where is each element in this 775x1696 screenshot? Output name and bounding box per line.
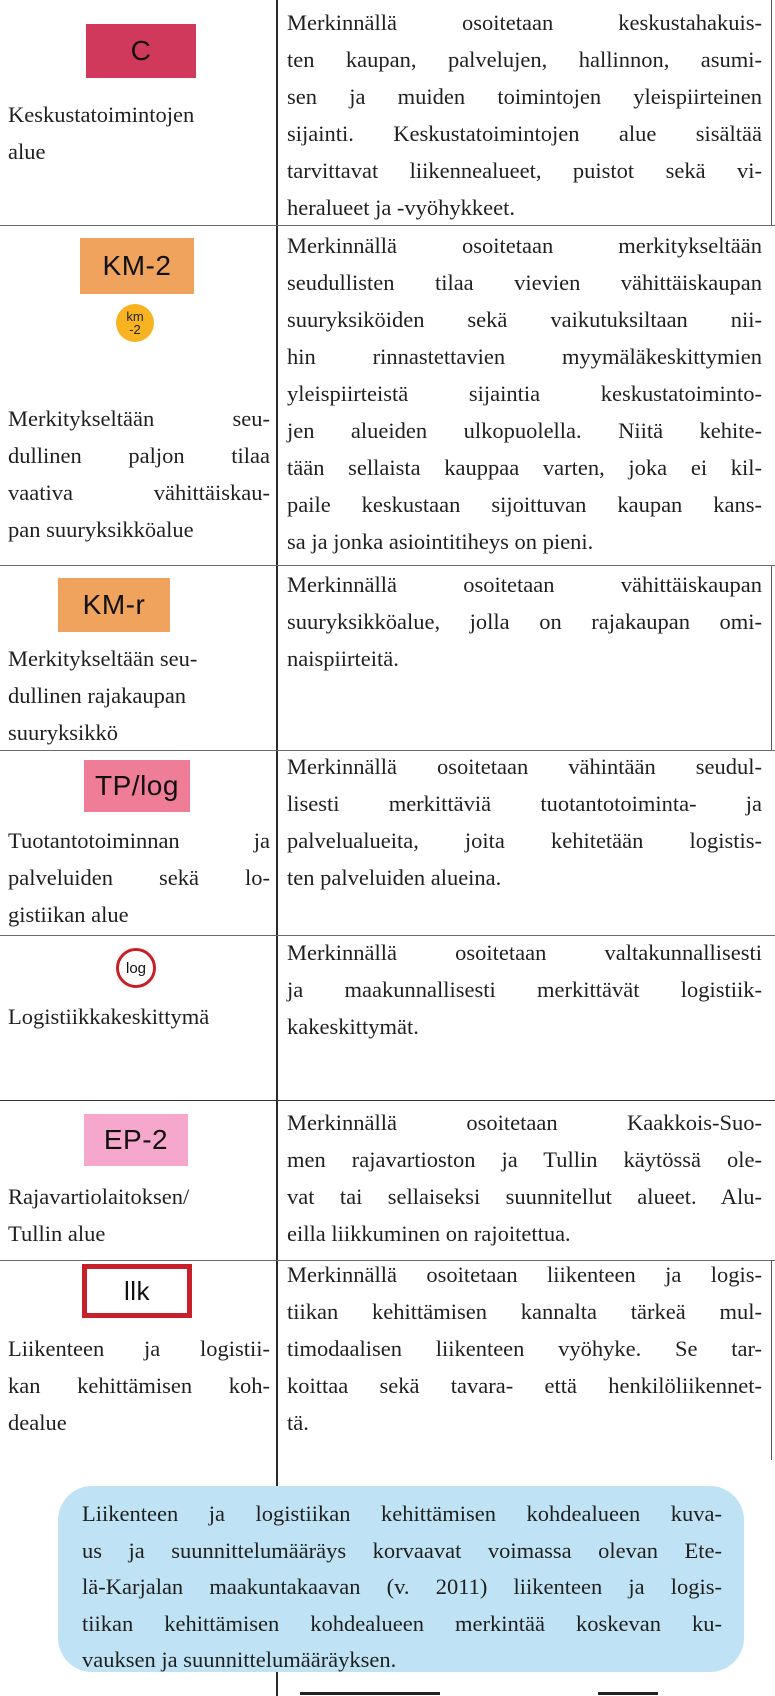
- symbol-km-2: [80, 238, 194, 294]
- next-row-fragment: [598, 1692, 658, 1695]
- note-line: tiikan kehittämisen kohdealueen merkintää koskevan ku-: [82, 1610, 722, 1636]
- row-label: [8, 400, 270, 548]
- symbol-c: [86, 24, 196, 78]
- row-label: [8, 640, 270, 751]
- desc-line: tään sellaista kauppaa varten, joka ei kil-: [287, 455, 762, 480]
- desc-line: ten kaupan, palvelujen, hallinnon, asumi-: [287, 47, 762, 72]
- note-line: Liikenteen ja logistiikan kehittämisen kohdealueen kuva-: [82, 1501, 722, 1526]
- desc-line: ten palveluiden alueina.: [287, 865, 502, 890]
- desc-line: lisesti merkittäviä tuotantotoiminta- ja: [287, 791, 762, 816]
- log-icon: [116, 948, 156, 988]
- desc-line: tiikan kehittämisen kannalta tärkeä mul-: [287, 1299, 762, 1324]
- label-line: Tuotantotoiminnan ja: [8, 828, 270, 853]
- desc-line: suuryksikköalue, jolla on rajakaupan omi-: [287, 609, 762, 634]
- row-divider: [0, 1100, 775, 1101]
- label-line: vaativa vähittäiskau-: [8, 480, 270, 505]
- desc-line: kakeskittymät.: [287, 1014, 419, 1039]
- desc-line: Merkinnällä osoitetaan merkitykseltään: [287, 233, 762, 258]
- desc-line: Merkinnällä osoitetaan liikenteen ja logis-: [287, 1262, 762, 1287]
- label-line: Liikenteen ja logistii-: [8, 1336, 270, 1361]
- symbol-llk: [82, 1264, 192, 1318]
- label-line: Tullin alue: [8, 1221, 106, 1246]
- symbol-km-r: [58, 578, 170, 632]
- label-line: palveluiden sekä lo-: [8, 865, 270, 890]
- label-line: alue: [8, 139, 46, 164]
- desc-line: suuryksiköiden sekä vaikutuksiltaan nii-: [287, 307, 762, 332]
- label-line: dealue: [8, 1410, 67, 1435]
- label-line: dullinen rajakaupan: [8, 683, 187, 708]
- symbol-label: TP/log: [95, 770, 179, 801]
- row-description: [287, 4, 762, 226]
- row-label: [8, 96, 270, 170]
- row-description: [287, 1256, 762, 1441]
- km-2-icon: [116, 304, 154, 342]
- note-text: [82, 1496, 722, 1679]
- desc-line: timodaalisen liikenteen vyöhyke. Se tar-: [287, 1336, 762, 1361]
- desc-line: sen ja muiden toimintojen yleispiirteinen: [287, 84, 762, 109]
- right-border: [771, 1260, 772, 1460]
- desc-line: yleispiirteistä sijaintia keskustatoiminto-: [287, 381, 762, 406]
- desc-line: Merkinnällä osoitetaan vähittäiskaupan: [287, 572, 762, 597]
- desc-line: hin rinnastettavien myymäläkeskittymien: [287, 344, 762, 369]
- row-label: [8, 1330, 270, 1441]
- label-line: kan kehittämisen koh-: [8, 1373, 270, 1398]
- label-line: dullinen paljon tilaa: [8, 443, 270, 468]
- desc-line: Merkinnällä osoitetaan valtakunnallisesti: [287, 940, 762, 965]
- desc-line: Merkinnällä osoitetaan keskustahakuis-: [287, 10, 762, 35]
- desc-line: ja maakunnallisesti merkittävät logistiik-: [287, 977, 762, 1002]
- note-callout: [58, 1486, 744, 1672]
- desc-line: Merkinnällä osoitetaan vähintään seudul-: [287, 754, 762, 779]
- icon-text: km: [126, 309, 144, 324]
- icon-text: -2: [129, 322, 141, 337]
- desc-line: tarvittavat liikennealueet, puistot sekä vi-: [287, 158, 762, 183]
- row-label: [8, 822, 270, 933]
- row-description: [287, 227, 762, 560]
- right-border: [771, 565, 772, 750]
- note-line: vauksen ja suunnittelumääräyksen.: [82, 1647, 397, 1672]
- desc-line: Merkinnällä osoitetaan Kaakkois-Suo-: [287, 1110, 762, 1135]
- label-line: Merkitykseltään seu-: [8, 646, 198, 671]
- desc-line: vat tai sellaiseksi suunnitellut alueet. Alu-: [287, 1184, 762, 1209]
- symbol-label: KM-r: [82, 589, 146, 620]
- column-divider: [276, 0, 278, 1696]
- symbol-ep-2: [84, 1114, 188, 1166]
- desc-line: jen alueiden ulkopuolella. Niitä kehite-: [287, 418, 762, 443]
- symbol-label: EP-2: [103, 1124, 169, 1155]
- row-description: [287, 748, 762, 896]
- desc-line: tä.: [287, 1410, 309, 1435]
- desc-line: palvelualueita, joita kehitetään logistis-: [287, 828, 762, 853]
- symbol-label: C: [130, 35, 152, 66]
- symbol-tp-log: [84, 760, 190, 812]
- note-line: us ja suunnittelumääräys korvaavat voimassa olevan Ete-: [82, 1537, 722, 1563]
- desc-line: koittaa sekä tavara- että henkilöliikennet-: [287, 1373, 762, 1398]
- label-line: Merkitykseltään seu-: [8, 406, 270, 431]
- desc-line: heralueet ja -vyöhykkeet.: [287, 195, 516, 220]
- right-border: [771, 0, 772, 225]
- desc-line: paile keskustaan sijoittuvan kaupan kans-: [287, 492, 762, 517]
- desc-line: naispiirteitä.: [287, 646, 399, 671]
- icon-text: log: [125, 959, 147, 977]
- label-line: Logistiikkakeskittymä: [8, 1004, 210, 1029]
- next-row-fragment: [300, 1692, 440, 1695]
- label-line: Rajavartiolaitoksen/: [8, 1184, 190, 1209]
- label-line: Keskustatoimintojen: [8, 102, 195, 127]
- label-line: gistiikan alue: [8, 902, 129, 927]
- desc-line: sa ja jonka asiointitiheys on pieni.: [287, 529, 594, 554]
- symbol-label: KM-2: [102, 250, 172, 281]
- label-line: pan suuryksikköalue: [8, 517, 194, 542]
- row-description: [287, 934, 762, 1045]
- row-description: [287, 566, 762, 677]
- desc-line: eilla liikkuminen on rajoitettua.: [287, 1221, 571, 1246]
- desc-line: seudullisten tilaa vievien vähittäiskaupan: [287, 270, 762, 295]
- note-line: lä-Karjalan maakuntakaavan (v. 2011) liikenteen ja logis-: [82, 1574, 722, 1599]
- desc-line: men rajavartioston ja Tullin käytössä ole-: [287, 1147, 762, 1172]
- label-line: suuryksikkö: [8, 720, 119, 745]
- row-description: [287, 1104, 762, 1252]
- row-label: [8, 998, 270, 1035]
- row-label: [8, 1178, 270, 1252]
- desc-line: sijainti. Keskustatoimintojen alue sisältää: [287, 121, 762, 146]
- symbol-label: llk: [123, 1275, 151, 1306]
